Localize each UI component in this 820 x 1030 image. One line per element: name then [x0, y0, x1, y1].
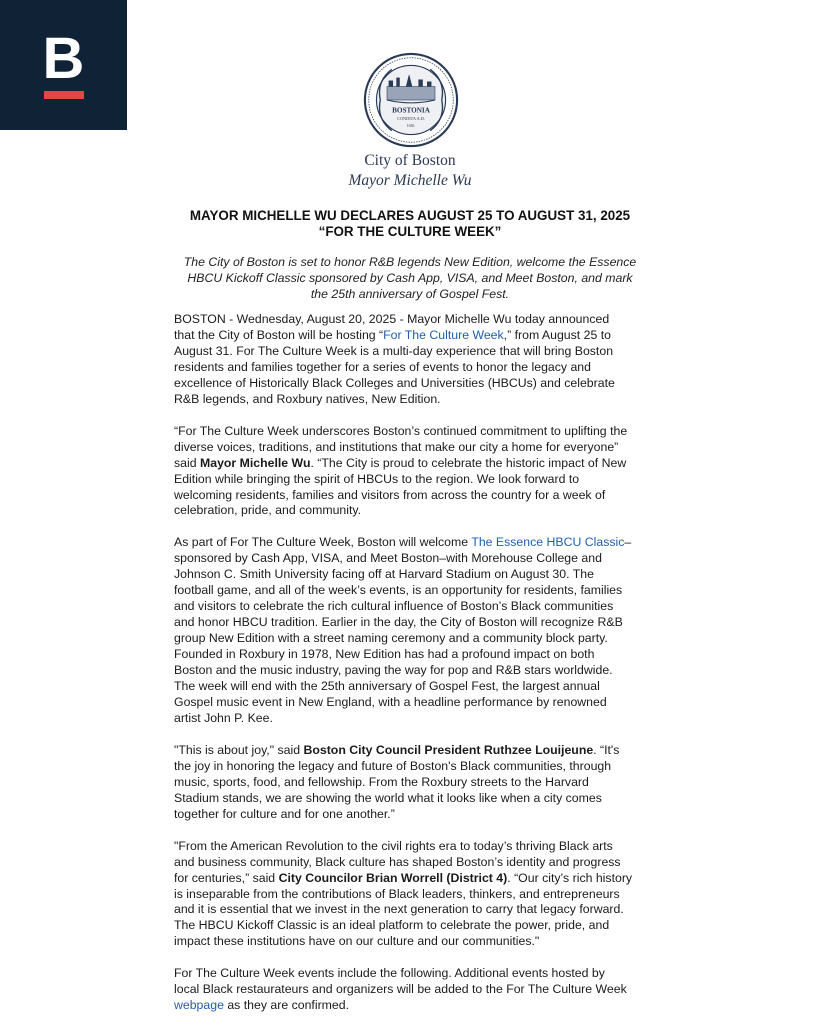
text-line: celebration, pride, and community.: [174, 503, 362, 518]
text-line: local Black restaurateurs and organizers will be added to the For The Culture Week: [174, 982, 627, 997]
text-span: for centuries,” said: [174, 870, 279, 885]
press-subhead: [170, 254, 650, 302]
text-line: Founded in Roxbury in 1978, New Edition has had a profound impact on both: [174, 647, 595, 662]
text-span: said: [174, 455, 200, 470]
paragraph-closing: [174, 966, 674, 1014]
text-line: artist John P. Kee.: [174, 710, 273, 725]
text-line: together for culture and for one another.”: [174, 806, 395, 821]
text-line: R&B legends, and Roxbury natives, New Edition.: [174, 391, 441, 406]
paragraph-announcement: [174, 312, 674, 408]
paragraph-council-president-quote: [174, 743, 674, 823]
seal-text-main: BOSTONIA: [392, 106, 430, 115]
text-line: sponsored by Cash App, VISA, and Meet Boston–with Morehouse College and: [174, 551, 602, 566]
text-line: football game, and all of the week’s events, is an opportunity for residents, families: [174, 583, 623, 598]
text-line: and it is essential that we invest in the next generation to carry that legacy forward.: [174, 902, 624, 917]
webpage-link[interactable]: webpage: [174, 998, 224, 1013]
text-span: . “It's: [593, 742, 620, 757]
text-line: residents and families together for a series of events to honor the legacy and: [174, 359, 591, 374]
paragraph-events: [174, 535, 674, 726]
text-line: For The Culture Week events include the following. Additional events hosted by: [174, 966, 605, 981]
headline-line: “FOR THE CULTURE WEEK”: [318, 224, 502, 239]
text-span: –: [624, 535, 632, 550]
text-line: [174, 328, 674, 344]
paragraph-mayor-quote: [174, 424, 674, 520]
text-line: [174, 998, 674, 1014]
text-line: and visitors to celebrate the rich cultural influence of Boston’s Black communities: [174, 599, 614, 614]
speaker-name: Boston City Council President Ruthzee Louijeune: [303, 742, 594, 757]
text-span: "This is about joy," said: [174, 742, 304, 757]
text-line: the joy in honoring the legacy and future of Boston's Black communities, through: [174, 758, 612, 773]
text-line: Gospel music event in New England, with a headline performance by renowned: [174, 694, 607, 709]
text-line: diverse voices, traditions, and institutions that make our city a home for everyone”: [174, 439, 619, 454]
text-span: As part of For The Culture Week, Boston will welcome: [174, 535, 472, 550]
text-line: The week will end with the 25th anniversary of Gospel Fest, the largest annual: [174, 679, 600, 694]
text-line: "From the American Revolution to the civil rights era to today’s thriving Black arts: [174, 838, 613, 853]
subhead-line: the 25th anniversary of Gospel Fest.: [310, 287, 510, 301]
press-body: [174, 312, 674, 1030]
mayor-name: Mayor Michelle Wu: [348, 172, 472, 189]
text-span: that the City of Boston will be hosting “: [174, 327, 384, 342]
text-line: August 31. For The Culture Week is a multi-day experience that will bring Boston: [174, 343, 614, 358]
city-seal-icon: [363, 52, 459, 148]
text-span: as they are confirmed.: [223, 998, 349, 1013]
press-headline: [150, 208, 670, 240]
text-line: “For The Culture Week underscores Boston’s continued commitment to uplifting the: [174, 423, 628, 438]
text-line: [174, 743, 674, 759]
text-line: The HBCU Kickoff Classic is an ideal platform to celebrate the power, pride, and: [174, 918, 610, 933]
text-span: . “The City is proud to celebrate the historic impact of New: [310, 455, 627, 470]
text-line: excellence of Historically Black Colleges and Universities (HBCUs) and celebrate: [174, 375, 615, 390]
text-line: group New Edition with a street naming ceremony and a community block party.: [174, 631, 608, 646]
text-line: and honor HBCU tradition. Earlier in the day, the City of Boston will recognize R&B: [174, 615, 623, 630]
paragraph-councilor-quote: [174, 839, 674, 951]
text-line: and business community, Black culture has shaped Boston’s identity and progress: [174, 854, 621, 869]
text-line: Johnson C. Smith University facing off at Harvard Stadium on August 30. The: [174, 567, 594, 582]
text-line: Stadium stands, we are showing the world what it looks like when a city comes: [174, 790, 602, 805]
text-line: music, sports, food, and fellowship. From the Roxbury streets to the Harvard: [174, 774, 589, 789]
speaker-name: City Councilor Brian Worrell (District 4): [278, 870, 508, 885]
subhead-line: The City of Boston is set to honor R&B legends New Edition, welcome the Essence: [183, 255, 637, 269]
text-line: [174, 871, 674, 887]
text-line: BOSTON - Wednesday, August 20, 2025 - Mayor Michelle Wu today announced: [174, 312, 610, 326]
text-line: Boston and the music industry, paving the way for pop and R&B stars worldwide.: [174, 663, 613, 678]
text-line: is inseparable from the contributions of Black leaders, thinkers, and entrepreneurs: [174, 886, 620, 901]
brand-accent-bar: [44, 91, 84, 99]
city-name: City of Boston: [364, 152, 456, 169]
text-line: [174, 456, 674, 472]
text-line: Edition while bringing the spirit of HBCUs to the region. We look forward to: [174, 471, 580, 486]
headline-line: MAYOR MICHELLE WU DECLARES AUGUST 25 TO AUGUST 31, 2025: [189, 208, 631, 223]
brand-letter: B: [42, 26, 85, 91]
brand-logo[interactable]: [0, 0, 127, 130]
text-line: welcoming residents, families and visitors from across the country for a week of: [174, 487, 606, 502]
text-line: [174, 535, 674, 551]
speaker-name: Mayor Michelle Wu: [199, 455, 311, 470]
text-span: . “Our city’s rich history: [507, 870, 633, 885]
seal-year: 1630.: [406, 123, 416, 128]
for-the-culture-week-link[interactable]: For The Culture Week: [383, 327, 504, 342]
text-line: impact these institutions have on our culture and our communities.": [174, 934, 540, 949]
text-span: ,” from August 25 to: [503, 327, 611, 342]
subhead-line: HBCU Kickoff Classic sponsored by Cash App, VISA, and Meet Boston, and mark: [187, 271, 633, 285]
essence-hbcu-classic-link[interactable]: The Essence HBCU Classic: [471, 535, 625, 550]
seal-text-sub: CONDITA A.D.: [397, 116, 425, 122]
